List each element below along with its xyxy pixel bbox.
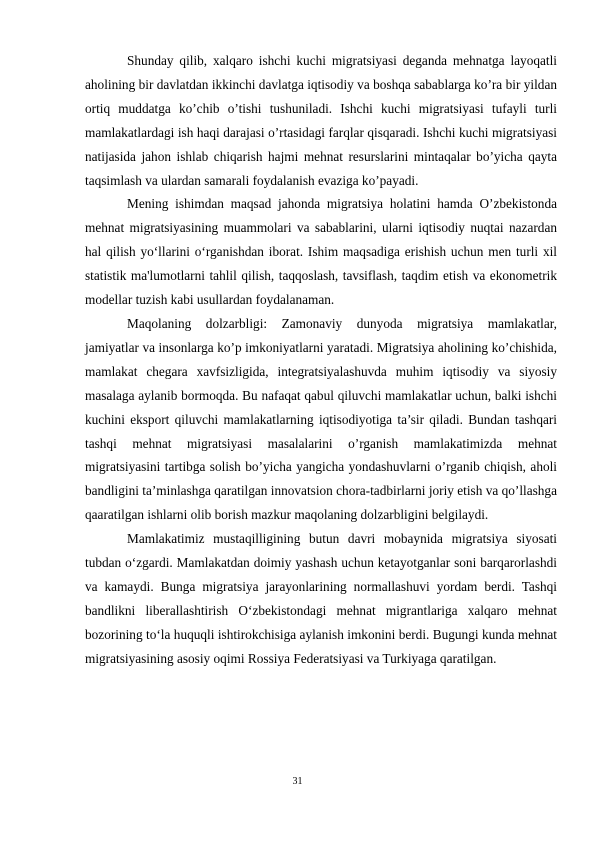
paragraph-definition: Shunday qilib, xalqaro ishchi kuchi migratsiyasi deganda mehnatga layoqatli aholining bir davlatdan ikkinchi davlatga iqtisodiy va boshqa sabablarga ko’ra bir yildan ortiq muddatga ko’chib o’tishi tushuniladi. Ishchi kuchi migratsiyasi tufayli turli mamlakatlardagi ish haqi darajasi o’rtasidagi farqlar qisqaradi. Ishchi kuchi migratsiyasi natijasida jahon ishlab chiqarish hajmi mehnat resurslarini mintaqalar bo’yicha qayta taqsimlash va ulardan samarali foydalanish evaziga ko’payadi. bbox=[85, 53, 557, 188]
paragraph-relevance: Maqolaning dolzarbligi: Zamonaviy dunyoda migratsiya mamlakatlar, jamiyatlar va insonlarga ko’p imkoniyatlarni yaratadi. Migratsiya aholining ko’chishida, mamlakat chegara xavfsizligida, integratsiyalashuvda muhim iqtisodiy va siyosiy masalaga aylanib bormoqda. Bu nafaqat qabul qiluvchi mamlakatlar uchun, balki ishchi kuchini eksport qiluvchi mamlakatlarning iqtisodiyotiga ta’sir qiladi. Bundan tashqari tashqi mehnat migratsiyasi masalalarini o’rganish mamlakatimizda mehnat migratsiyasini tartibga solish bo’yicha yangicha yondashuvlarni o’rganib chiqish, aholi bandligini ta’minlashga qaratilgan innovatsion chora-tadbirlarni joriy etish va qo’llashga qaaratilgan ishlarni olib borish mazkur maqolaning dolzarbligini belgilaydi. bbox=[85, 315, 557, 523]
page-number: 31 bbox=[292, 776, 303, 787]
paragraph-purpose: Mening ishimdan maqsad jahonda migratsiya holatini hamda O’zbekistonda mehnat migratsiyasining muammolari va sabablarini, ularni iqtisodiy nuqtai nazardan hal qilish yo‘llarini o‘rganishdan iborat. Ishim maqsadiga erishish uchun men turli xil statistik ma'lumotlarni tahlil qilish, taqqoslash, tavsiflash, taqdim etish va ekonometrik modellar tuzish kabi usullardan foydalanaman. bbox=[85, 196, 557, 308]
document-page bbox=[85, 49, 557, 671]
paragraph-policy: Mamlakatimiz mustaqilligining butun davri mobaynida migratsiya siyosati tubdan o‘zgardi. Mamlakatdan doimiy yashash uchun ketayotganlar soni barqarorlashdi va kamaydi. Bunga migratsiya jarayonlarining normallashuvi yordam berdi. Tashqi bandlikni liberallashtirish O‘zbekistondagi mehnat migrantlariga xalqaro mehnat bozorining to‘la huquqli ishtirokchisiga aylanish imkonini berdi. Bugungi kunda mehnat migratsiyasining asosiy oqimi Rossiya Federatsiyasi va Turkiyaga qaratilgan. bbox=[85, 531, 557, 666]
